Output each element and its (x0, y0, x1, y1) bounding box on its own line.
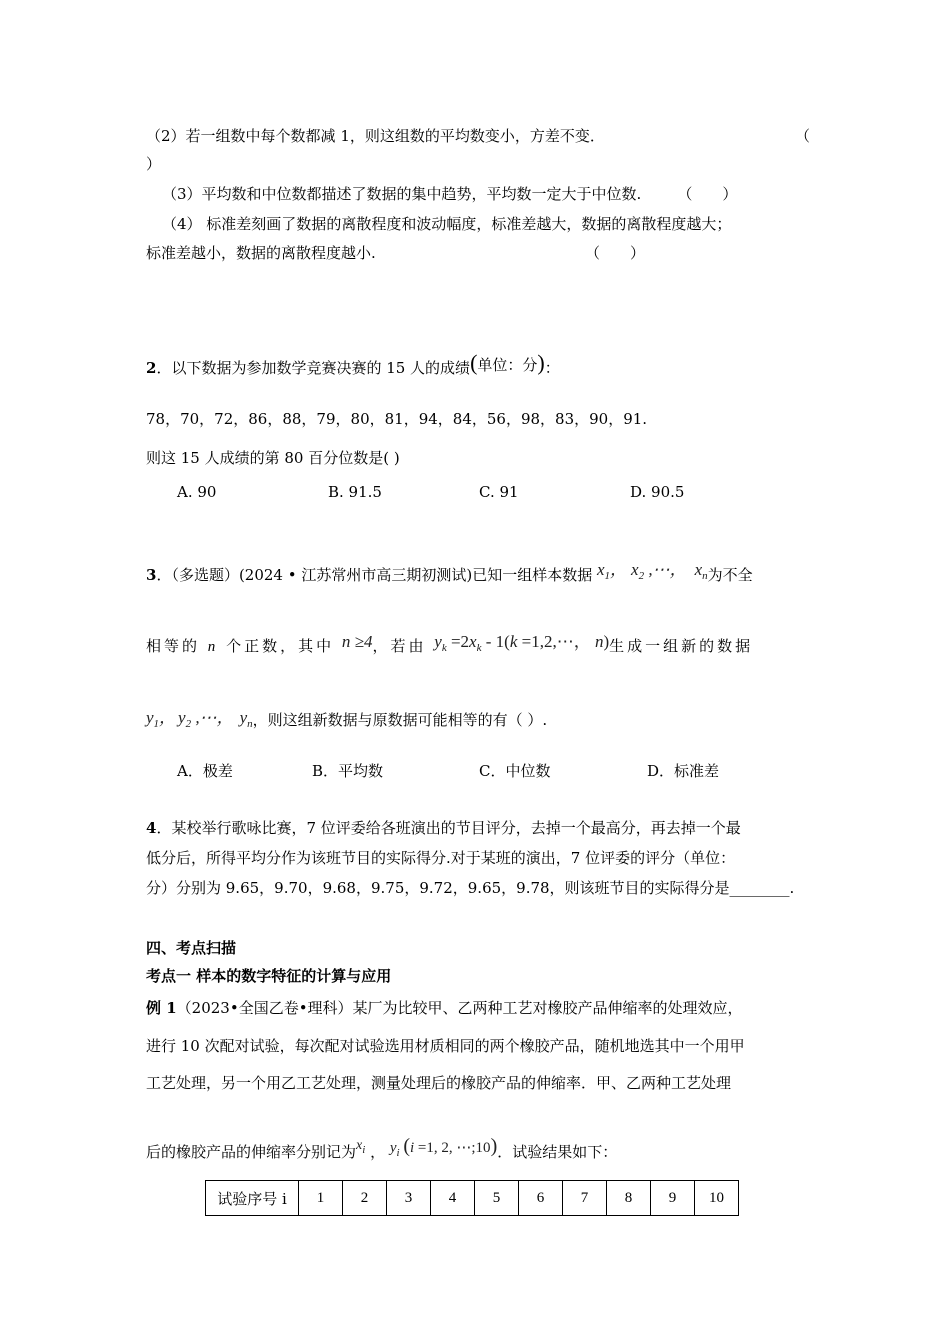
example1-line1-text: （2023•全国乙卷•理科）某厂为比较甲、乙两种工艺对橡胶产品伸缩率的处理效应， (176, 999, 743, 1017)
q1-item-3-paren: （ ） (677, 185, 738, 203)
section-title: 四、考点扫描 (146, 939, 237, 957)
example1-line4-a: 后的橡胶产品的伸缩率分别记为 (146, 1143, 357, 1161)
q2-option-d: D. 90.5 (630, 483, 685, 501)
q1-item-2-text: （2）若一组数中每个数都减 1，则这组数的平均数变小，方差不变． (146, 127, 605, 145)
q1-item-2 (146, 126, 605, 146)
q2-data-line: 78，70，72，86，88，79，80，81，94，84，56，98，83，90，91. (146, 410, 648, 428)
q1-item-4-line2 (146, 243, 376, 263)
q3-stem-prefix: ．（多选题）(2024 • 江苏常州市高三期初测试)已知一组样本数据 (156, 566, 593, 584)
q3-number: 3 (146, 566, 157, 584)
q3-line2-b: 个正数，其中 (226, 637, 335, 655)
example1-label: 例 1 (146, 999, 177, 1017)
section-point-1: 考点一 样本的数字特征的计算与应用 (146, 967, 392, 985)
table-cell: 2 (343, 1181, 387, 1216)
table-cell: 3 (387, 1181, 431, 1216)
q4-number: 4 (146, 819, 157, 837)
table-cell: 4 (431, 1181, 475, 1216)
example1-line1 (146, 998, 743, 1018)
q1-item-4-line2-text: 标准差越小，数据的离散程度越小. (146, 244, 376, 262)
q3-option-b: B．平均数 (312, 762, 384, 780)
q4-line1-text: ．某校举行歌咏比赛，7 位评委给各班演出的节目评分，去掉一个最高分，再去掉一个最 (156, 819, 741, 837)
q1-item-4-paren: （ ） (585, 244, 646, 262)
table-cell: 1 (299, 1181, 343, 1216)
example1-math-yi-range: $y_i$ (i =1, 2, ⋯;10) (389, 1135, 498, 1159)
q3-stem-suffix: 为不全 (707, 566, 753, 584)
q3-math-transform: $y_k =2x_k - 1(k$ =1,2,⋯， n) (434, 632, 610, 654)
table-cell: 8 (607, 1181, 651, 1216)
q1-item-4-line1: （4） 标准差刻画了数据的离散程度和波动幅度，标准差越大，数据的离散程度越大； (162, 215, 732, 233)
q4-line1 (146, 818, 741, 838)
q3-line2-d: 生成一组新的数据 (609, 637, 754, 655)
example1-line4-b: ．试验结果如下： (497, 1143, 618, 1161)
q2-stem-text: ．以下数据为参加数学竞赛决赛的 15 人的成绩 (156, 359, 471, 377)
q3-option-d: D．标准差 (647, 762, 720, 780)
example1-line2: 进行 10 次配对试验，每次配对试验选用材质相同的两个橡胶产品，随机地选其中一个用甲 (146, 1037, 745, 1055)
q3-math-y-sequence: $y_1$， $y_2$ ,⋯， $y_n$ (146, 708, 253, 730)
q3-stem-line2 (146, 632, 753, 658)
q1-item-2-paren-close: ） (146, 155, 162, 173)
q2-unit: 单位：分 (477, 356, 538, 374)
table-cell: 6 (519, 1181, 563, 1216)
q3-line2-a: 相等的 (146, 637, 201, 655)
q3-math-x-sequence: $x_1$， $x_2$ ,⋯， $x_n$ (596, 560, 708, 582)
q3-line3-text: ，则这组新数据与原数据可能相等的有（ ）. (252, 711, 548, 729)
q2-option-b: B. 91.5 (328, 483, 382, 501)
q2-number: 2 (146, 359, 157, 377)
example1-math-xi-yi: $x_i$ (356, 1138, 366, 1156)
q2-option-a: A. 90 (177, 483, 217, 501)
example1-line3: 工艺处理，另一个用乙工艺处理，测量处理后的橡胶产品的伸缩率．甲、乙两种工艺处理 (146, 1074, 732, 1092)
example1-line4: 后的橡胶产品的伸缩率分别记为$x_i$ ， $y_i$ (i =1, 2, ⋯;10)．试验结果如下： (146, 1135, 618, 1161)
q4-line2: 低分后，所得平均分作为该班节目的实际得分.对于某班的演出，7 位评委的评分（单位： (146, 849, 736, 867)
q2-question: 则这 15 人成绩的第 80 百分位数是( ) (146, 449, 400, 467)
table-cell: 10 (695, 1181, 739, 1216)
q4-line3: 分）分别为 9.65，9.70，9.68，9.75，9.72，9.65，9.78，则该班节目的实际得分是________. (146, 879, 795, 897)
q3-line2-c: ，若由 (372, 637, 427, 655)
q3-stem-line3 (146, 708, 547, 734)
q2-stem: 2．以下数据为参加数学竞赛决赛的 15 人的成绩(单位：分)： (146, 350, 560, 377)
q1-item-2-paren-open: （ (795, 127, 811, 145)
q2-option-c: C. 91 (479, 483, 519, 501)
q3-option-c: C．中位数 (479, 762, 551, 780)
q1-item-3 (162, 184, 737, 204)
q3-stem-line1 (146, 560, 753, 586)
q3-option-a: A．极差 (177, 762, 233, 780)
table-cell: 9 (651, 1181, 695, 1216)
table-header-cell: 试验序号 i (206, 1181, 299, 1216)
table-cell: 5 (475, 1181, 519, 1216)
table-row (206, 1181, 739, 1216)
table-cell: 7 (563, 1181, 607, 1216)
q1-item-3-text: （3）平均数和中位数都描述了数据的集中趋势，平均数一定大于中位数. (162, 185, 642, 203)
q3-var-n: n (207, 639, 219, 655)
q3-math-n-ge-4: n ≥4 (341, 632, 373, 651)
trial-table (205, 1180, 739, 1216)
